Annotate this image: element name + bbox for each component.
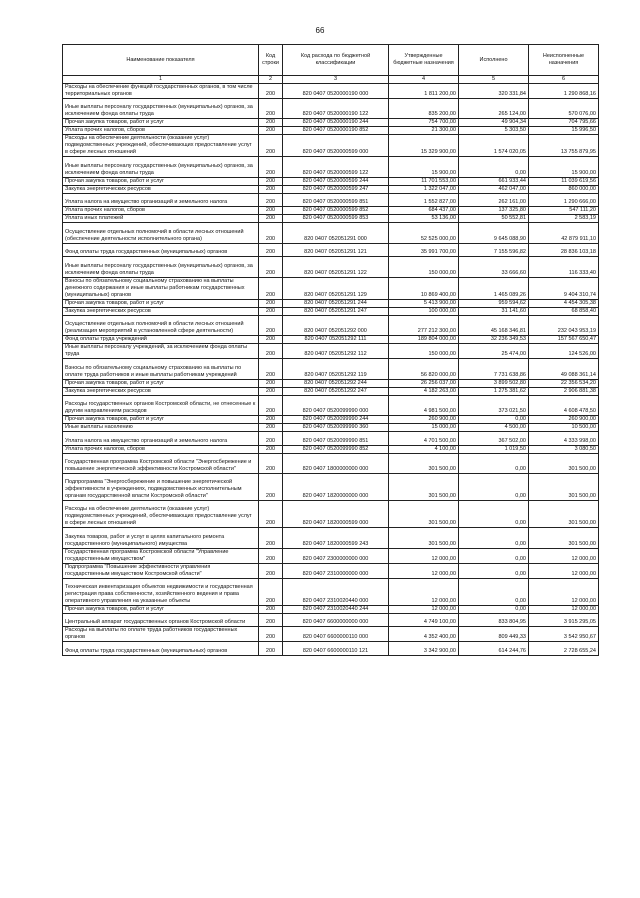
- row-budget-code: 820 0407 0520000599 000: [283, 135, 389, 157]
- table-row: [63, 359, 599, 379]
- row-executed: 262 161,00: [459, 193, 529, 207]
- table-row: [63, 627, 599, 642]
- row-line-code: 200: [259, 359, 283, 379]
- row-line-code: 200: [259, 177, 283, 185]
- row-unexecuted: 260 900,00: [529, 415, 599, 423]
- row-line-code: 200: [259, 387, 283, 395]
- table-body: [63, 84, 599, 656]
- header-unexecuted: Неисполненные назначения: [529, 45, 599, 76]
- row-approved: 754 700,00: [389, 119, 459, 127]
- column-number: 2: [259, 76, 283, 84]
- row-budget-code: 820 0407 052051292 112: [283, 344, 389, 359]
- row-line-code: 200: [259, 257, 283, 277]
- row-budget-code: 820 0407 0520000599 851: [283, 193, 389, 207]
- row-line-code: 200: [259, 215, 283, 223]
- table-row: [63, 578, 599, 605]
- row-name: Прочая закупка товаров, работ и услуг: [63, 379, 259, 387]
- row-approved: 301 500,00: [389, 473, 459, 500]
- row-name: Прочая закупка товаров, работ и услуг: [63, 415, 259, 423]
- row-unexecuted: 12 000,00: [529, 605, 599, 613]
- header-approved: Утвержденные бюджетные назначения: [389, 45, 459, 76]
- row-approved: 4 352 400,00: [389, 627, 459, 642]
- row-executed: 0,00: [459, 528, 529, 548]
- row-line-code: 200: [259, 127, 283, 135]
- table-header-row: [63, 45, 599, 76]
- row-line-code: 200: [259, 84, 283, 99]
- row-line-code: 200: [259, 207, 283, 215]
- row-executed: 0,00: [459, 548, 529, 563]
- row-approved: 1 552 827,00: [389, 193, 459, 207]
- row-name: Иные выплаты персоналу государственных (муниципальных) органов, за исключением фонда оплаты труда: [63, 257, 259, 277]
- row-budget-code: 820 0407 0520099990 851: [283, 431, 389, 445]
- row-unexecuted: 1 290 666,00: [529, 193, 599, 207]
- row-budget-code: 820 0407 052051291 247: [283, 307, 389, 315]
- row-name: Фонд оплаты труда государственных (муниципальных) органов: [63, 243, 259, 257]
- row-line-code: 200: [259, 627, 283, 642]
- row-budget-code: 820 0407 052051291 121: [283, 243, 389, 257]
- row-unexecuted: 116 333,40: [529, 257, 599, 277]
- row-name: Прочая закупка товаров, работ и услуг: [63, 119, 259, 127]
- row-name: Прочая закупка товаров, работ и услуг: [63, 299, 259, 307]
- row-name: Фонд оплаты труда учреждений: [63, 336, 259, 344]
- row-approved: 12 000,00: [389, 563, 459, 578]
- row-executed: 320 331,84: [459, 84, 529, 99]
- row-executed: 7 731 638,86: [459, 359, 529, 379]
- row-line-code: 200: [259, 336, 283, 344]
- row-budget-code: 820 0407 2310020440 244: [283, 605, 389, 613]
- row-unexecuted: 124 526,00: [529, 344, 599, 359]
- table-row: [63, 473, 599, 500]
- row-budget-code: 820 0407 0520000599 247: [283, 185, 389, 193]
- row-unexecuted: 860 000,00: [529, 185, 599, 193]
- row-name: Уплата прочих налогов, сборов: [63, 127, 259, 135]
- header-name: Наименование показателя: [63, 45, 259, 76]
- row-name: Подпрограмма "Энергосбережение и повышение энергетической эффективности в учреждениях, подведомственных исполнительным органам государственной власти Костромской области": [63, 473, 259, 500]
- column-number: 4: [389, 76, 459, 84]
- table-row: [63, 613, 599, 627]
- table-row: [63, 307, 599, 315]
- row-budget-code: 820 0407 1800000000 000: [283, 453, 389, 473]
- row-executed: 0,00: [459, 453, 529, 473]
- table-row: [63, 563, 599, 578]
- row-line-code: 200: [259, 415, 283, 423]
- row-line-code: 200: [259, 473, 283, 500]
- row-name: Расходы на обеспечение функций государственных органов, в том числе территориальных органов: [63, 84, 259, 99]
- table-row: [63, 379, 599, 387]
- row-name: Уплата иных платежей: [63, 215, 259, 223]
- row-line-code: 200: [259, 185, 283, 193]
- page-number: 66: [315, 26, 325, 35]
- row-approved: 12 000,00: [389, 548, 459, 563]
- row-budget-code: 820 0407 0520099990 852: [283, 445, 389, 453]
- row-approved: 260 900,00: [389, 415, 459, 423]
- table-row: [63, 193, 599, 207]
- table-row: [63, 223, 599, 243]
- table-row: [63, 395, 599, 415]
- table-row: [63, 528, 599, 548]
- row-unexecuted: 42 879 911,10: [529, 223, 599, 243]
- row-budget-code: 820 0407 0520099990 000: [283, 395, 389, 415]
- row-line-code: 200: [259, 453, 283, 473]
- row-approved: 1 811 200,00: [389, 84, 459, 99]
- table-row: [63, 315, 599, 335]
- row-approved: 4 100,00: [389, 445, 459, 453]
- row-budget-code: 820 0407 052051292 247: [283, 387, 389, 395]
- table-row: [63, 185, 599, 193]
- row-budget-code: 820 0407 0520099990 360: [283, 423, 389, 431]
- row-line-code: 200: [259, 193, 283, 207]
- row-executed: 9 645 088,90: [459, 223, 529, 243]
- row-approved: 5 413 900,00: [389, 299, 459, 307]
- row-budget-code: 820 0407 6600000110 121: [283, 642, 389, 656]
- row-budget-code: 820 0407 2310020440 000: [283, 578, 389, 605]
- row-executed: 265 124,00: [459, 99, 529, 119]
- row-name: Иные выплаты персоналу учреждений, за исключением фонда оплаты труда: [63, 344, 259, 359]
- row-unexecuted: 301 500,00: [529, 528, 599, 548]
- row-name: Уплата налога на имущество организаций и земельного налога: [63, 193, 259, 207]
- table-row: [63, 127, 599, 135]
- row-budget-code: 820 0407 2310000000 000: [283, 563, 389, 578]
- row-unexecuted: 15 996,50: [529, 127, 599, 135]
- row-unexecuted: 2 728 655,24: [529, 642, 599, 656]
- row-line-code: 200: [259, 307, 283, 315]
- row-line-code: 200: [259, 528, 283, 548]
- row-budget-code: 820 0407 6600000000 000: [283, 613, 389, 627]
- row-line-code: 200: [259, 613, 283, 627]
- table-row: [63, 135, 599, 157]
- row-name: Прочая закупка товаров, работ и услуг: [63, 177, 259, 185]
- table-row: [63, 177, 599, 185]
- table-row: [63, 415, 599, 423]
- row-name: Техническая инвентаризация объектов недвижимости и государственная регистрация права собственности, хозяйственного ведения и права оперативного управления на указанные объекты: [63, 578, 259, 605]
- table-row: [63, 99, 599, 119]
- row-unexecuted: 12 000,00: [529, 548, 599, 563]
- row-approved: 21 300,00: [389, 127, 459, 135]
- row-budget-code: 820 0407 0520000599 244: [283, 177, 389, 185]
- row-name: Осуществление отдельных полномочий в области лесных отношений (обеспечение деятельности исполнительного органа): [63, 223, 259, 243]
- row-unexecuted: 68 858,40: [529, 307, 599, 315]
- row-line-code: 200: [259, 431, 283, 445]
- row-line-code: 200: [259, 501, 283, 528]
- row-executed: 661 933,44: [459, 177, 529, 185]
- row-unexecuted: 12 000,00: [529, 578, 599, 605]
- row-approved: 15 900,00: [389, 157, 459, 177]
- row-executed: 0,00: [459, 501, 529, 528]
- row-executed: 45 168 346,81: [459, 315, 529, 335]
- row-budget-code: 820 0407 1820000599 243: [283, 528, 389, 548]
- row-budget-code: 820 0407 1820000000 000: [283, 473, 389, 500]
- row-line-code: 200: [259, 119, 283, 127]
- table-row: [63, 387, 599, 395]
- row-budget-code: 820 0407 052051292 111: [283, 336, 389, 344]
- row-name: Осуществление отдельных полномочий в области лесных отношений (реализация мероприятий в установленной сфере деятельности): [63, 315, 259, 335]
- row-name: Взносы по обязательному социальному страхованию на выплаты денежного содержания и иные выплаты работникам государственных (муниципальных) органов: [63, 277, 259, 299]
- row-approved: 4 981 500,00: [389, 395, 459, 415]
- row-name: Уплата прочих налогов, сборов: [63, 445, 259, 453]
- row-name: Уплата налога на имущество организаций и земельного налога: [63, 431, 259, 445]
- row-budget-code: 820 0407 052051291 244: [283, 299, 389, 307]
- row-budget-code: 820 0407 052051291 000: [283, 223, 389, 243]
- row-executed: 462 047,00: [459, 185, 529, 193]
- row-approved: 11 701 553,00: [389, 177, 459, 185]
- table-row: [63, 548, 599, 563]
- row-name: Расходы на выплаты по оплате труда работников государственных органов: [63, 627, 259, 642]
- row-budget-code: 820 0407 052051291 122: [283, 257, 389, 277]
- row-approved: 10 869 400,00: [389, 277, 459, 299]
- row-name: Расходы на обеспечение деятельности (оказание услуг) подведомственных учреждений, обеспечивающих предоставление услуг в сфере лесных отношений: [63, 501, 259, 528]
- table-row: [63, 215, 599, 223]
- row-budget-code: 820 0407 6600000110 000: [283, 627, 389, 642]
- table-row: [63, 423, 599, 431]
- header-line-code: Код строки: [259, 45, 283, 76]
- table-row: [63, 336, 599, 344]
- row-executed: 25 474,00: [459, 344, 529, 359]
- row-line-code: 200: [259, 99, 283, 119]
- row-budget-code: 820 0407 052051291 129: [283, 277, 389, 299]
- row-approved: 56 820 000,00: [389, 359, 459, 379]
- row-unexecuted: 12 000,00: [529, 563, 599, 578]
- row-approved: 835 200,00: [389, 99, 459, 119]
- row-line-code: 200: [259, 223, 283, 243]
- row-executed: 0,00: [459, 605, 529, 613]
- column-numbers-row: [63, 76, 599, 84]
- row-executed: 4 500,00: [459, 423, 529, 431]
- row-approved: 301 500,00: [389, 453, 459, 473]
- row-name: Закупка товаров, работ и услуг в целях капитального ремонта государственного (муниципального) имущества: [63, 528, 259, 548]
- row-executed: 49 904,34: [459, 119, 529, 127]
- row-executed: 50 552,81: [459, 215, 529, 223]
- header-executed: Исполнено: [459, 45, 529, 76]
- row-approved: 189 804 000,00: [389, 336, 459, 344]
- row-executed: 614 244,76: [459, 642, 529, 656]
- row-unexecuted: 570 076,00: [529, 99, 599, 119]
- row-executed: 367 502,00: [459, 431, 529, 445]
- column-number: 1: [63, 76, 259, 84]
- row-name: Иные выплаты населению: [63, 423, 259, 431]
- row-executed: 1 465 089,26: [459, 277, 529, 299]
- row-approved: 100 000,00: [389, 307, 459, 315]
- table-row: [63, 445, 599, 453]
- row-name: Государственная программа Костромской области "Энергосбережение и повышение энергетической эффективности Костромской области": [63, 453, 259, 473]
- row-name: Центральный аппарат государственных органов Костромской области: [63, 613, 259, 627]
- row-approved: 52 525 000,00: [389, 223, 459, 243]
- row-approved: 35 991 700,00: [389, 243, 459, 257]
- row-budget-code: 820 0407 0520099990 244: [283, 415, 389, 423]
- row-line-code: 200: [259, 578, 283, 605]
- row-executed: 1 275 381,62: [459, 387, 529, 395]
- row-approved: 3 342 900,00: [389, 642, 459, 656]
- row-approved: 12 000,00: [389, 605, 459, 613]
- row-unexecuted: 301 500,00: [529, 453, 599, 473]
- row-unexecuted: 1 290 868,16: [529, 84, 599, 99]
- row-approved: 301 500,00: [389, 501, 459, 528]
- row-line-code: 200: [259, 395, 283, 415]
- row-executed: 373 021,50: [459, 395, 529, 415]
- row-budget-code: 820 0407 0520000599 852: [283, 207, 389, 215]
- row-approved: 15 000,00: [389, 423, 459, 431]
- row-line-code: 200: [259, 277, 283, 299]
- table-row: [63, 277, 599, 299]
- row-executed: 1 574 020,05: [459, 135, 529, 157]
- row-line-code: 200: [259, 445, 283, 453]
- row-unexecuted: 49 088 361,14: [529, 359, 599, 379]
- table-row: [63, 119, 599, 127]
- row-unexecuted: 4 333 998,00: [529, 431, 599, 445]
- row-unexecuted: 157 567 650,47: [529, 336, 599, 344]
- row-name: Закупка энергетических ресурсов: [63, 185, 259, 193]
- row-approved: 15 329 900,00: [389, 135, 459, 157]
- row-approved: 12 000,00: [389, 578, 459, 605]
- row-name: Взносы по обязательному социальному страхованию на выплаты по оплате труда работников и иные выплаты работникам учреждений: [63, 359, 259, 379]
- row-executed: 33 666,60: [459, 257, 529, 277]
- row-approved: 277 212 300,00: [389, 315, 459, 335]
- table-row: [63, 605, 599, 613]
- row-unexecuted: 13 755 879,95: [529, 135, 599, 157]
- row-approved: 150 000,00: [389, 344, 459, 359]
- table-row: [63, 344, 599, 359]
- table-row: [63, 642, 599, 656]
- row-unexecuted: 3 080,50: [529, 445, 599, 453]
- row-unexecuted: 3 915 295,05: [529, 613, 599, 627]
- row-unexecuted: 10 500,00: [529, 423, 599, 431]
- row-executed: 0,00: [459, 473, 529, 500]
- row-unexecuted: 704 795,66: [529, 119, 599, 127]
- row-name: Иные выплаты персоналу государственных (муниципальных) органов, за исключением фонда оплаты труда: [63, 157, 259, 177]
- row-unexecuted: 2 906 881,38: [529, 387, 599, 395]
- table-row: [63, 84, 599, 99]
- row-executed: 1 019,50: [459, 445, 529, 453]
- row-line-code: 200: [259, 135, 283, 157]
- table-row: [63, 431, 599, 445]
- row-approved: 150 000,00: [389, 257, 459, 277]
- row-line-code: 200: [259, 315, 283, 335]
- row-unexecuted: 22 356 534,20: [529, 379, 599, 387]
- row-name: Расходы государственных органов Костромской области, не отнесенные к другим направлениям расходов: [63, 395, 259, 415]
- row-unexecuted: 28 836 103,18: [529, 243, 599, 257]
- row-budget-code: 820 0407 0520000190 244: [283, 119, 389, 127]
- row-name: Расходы на обеспечение деятельности (оказание услуг) подведомственных учреждений, обеспечивающих предоставление услуг в сфере лесных отношений: [63, 135, 259, 157]
- row-name: Государственная программа Костромской области "Управление государственным имуществом": [63, 548, 259, 563]
- row-approved: 1 322 047,00: [389, 185, 459, 193]
- row-unexecuted: 11 039 619,56: [529, 177, 599, 185]
- table-row: [63, 299, 599, 307]
- row-name: Подпрограмма "Повышение эффективности управления государственным имуществом Костромской области": [63, 563, 259, 578]
- row-budget-code: 820 0407 1820000599 000: [283, 501, 389, 528]
- row-budget-code: 820 0407 0520000599 122: [283, 157, 389, 177]
- row-executed: 5 303,50: [459, 127, 529, 135]
- table-row: [63, 257, 599, 277]
- row-executed: 7 155 596,82: [459, 243, 529, 257]
- row-name: Закупка энергетических ресурсов: [63, 387, 259, 395]
- row-approved: 26 256 037,00: [389, 379, 459, 387]
- row-unexecuted: 4 608 478,50: [529, 395, 599, 415]
- row-line-code: 200: [259, 563, 283, 578]
- row-line-code: 200: [259, 605, 283, 613]
- row-line-code: 200: [259, 642, 283, 656]
- row-executed: 809 449,33: [459, 627, 529, 642]
- table-row: [63, 453, 599, 473]
- table-row: [63, 157, 599, 177]
- row-executed: 0,00: [459, 563, 529, 578]
- row-approved: 53 136,00: [389, 215, 459, 223]
- row-unexecuted: 301 500,00: [529, 501, 599, 528]
- row-budget-code: 820 0407 0520000599 853: [283, 215, 389, 223]
- row-executed: 31 141,60: [459, 307, 529, 315]
- row-budget-code: 820 0407 0520000190 852: [283, 127, 389, 135]
- row-executed: 0,00: [459, 578, 529, 605]
- row-executed: 32 236 349,53: [459, 336, 529, 344]
- row-approved: 4 749 100,00: [389, 613, 459, 627]
- row-approved: 301 500,00: [389, 528, 459, 548]
- row-unexecuted: 2 583,19: [529, 215, 599, 223]
- row-line-code: 200: [259, 379, 283, 387]
- row-unexecuted: 9 404 310,74: [529, 277, 599, 299]
- row-budget-code: 820 0407 052051292 119: [283, 359, 389, 379]
- row-line-code: 200: [259, 423, 283, 431]
- table-row: [63, 501, 599, 528]
- column-number: 3: [283, 76, 389, 84]
- row-line-code: 200: [259, 243, 283, 257]
- row-executed: 0,00: [459, 415, 529, 423]
- row-approved: 684 437,00: [389, 207, 459, 215]
- column-number: 6: [529, 76, 599, 84]
- header-budget-code: Код расхода по бюджетной классификации: [283, 45, 389, 76]
- row-budget-code: 820 0407 0520000190 122: [283, 99, 389, 119]
- column-number: 5: [459, 76, 529, 84]
- row-executed: 3 899 502,80: [459, 379, 529, 387]
- row-budget-code: 820 0407 2300000000 000: [283, 548, 389, 563]
- row-executed: 137 325,80: [459, 207, 529, 215]
- row-executed: 0,00: [459, 157, 529, 177]
- row-unexecuted: 301 500,00: [529, 473, 599, 500]
- row-approved: 4 701 500,00: [389, 431, 459, 445]
- table-row: [63, 207, 599, 215]
- row-name: Иные выплаты персоналу государственных (муниципальных) органов, за исключением фонда оплаты труда: [63, 99, 259, 119]
- row-name: Закупка энергетических ресурсов: [63, 307, 259, 315]
- row-line-code: 200: [259, 299, 283, 307]
- row-executed: 833 804,95: [459, 613, 529, 627]
- row-budget-code: 820 0407 0520000190 000: [283, 84, 389, 99]
- row-unexecuted: 547 111,20: [529, 207, 599, 215]
- row-name: Фонд оплаты труда государственных (муниципальных) органов: [63, 642, 259, 656]
- row-name: Прочая закупка товаров, работ и услуг: [63, 605, 259, 613]
- row-unexecuted: 15 900,00: [529, 157, 599, 177]
- row-unexecuted: 4 454 305,38: [529, 299, 599, 307]
- expenditure-table: [62, 44, 599, 656]
- row-unexecuted: 232 043 953,19: [529, 315, 599, 335]
- row-name: Уплата прочих налогов, сборов: [63, 207, 259, 215]
- row-unexecuted: 3 542 950,67: [529, 627, 599, 642]
- row-budget-code: 820 0407 052051292 244: [283, 379, 389, 387]
- row-line-code: 200: [259, 157, 283, 177]
- table-row: [63, 243, 599, 257]
- row-line-code: 200: [259, 344, 283, 359]
- row-budget-code: 820 0407 052051292 000: [283, 315, 389, 335]
- row-line-code: 200: [259, 548, 283, 563]
- row-approved: 4 182 263,00: [389, 387, 459, 395]
- row-executed: 959 594,62: [459, 299, 529, 307]
